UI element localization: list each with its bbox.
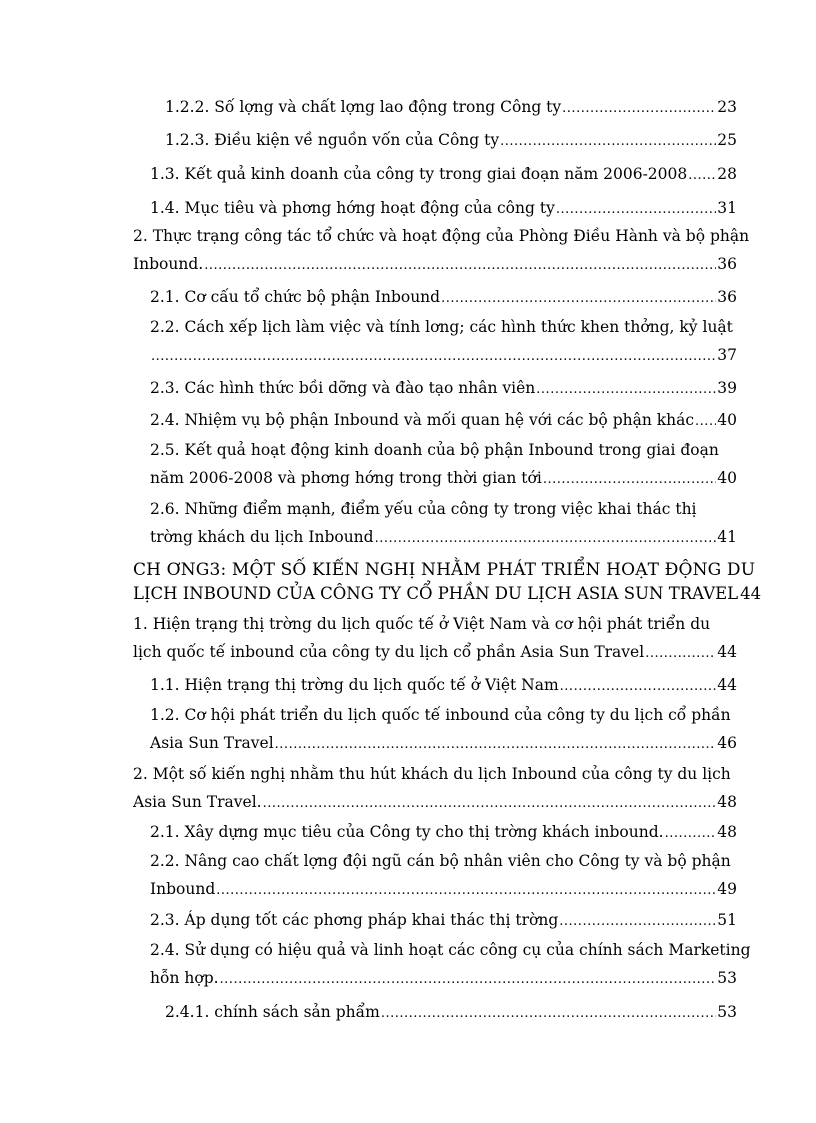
toc-entry-title: 2.4. Sử dụng có hiệu quả và linh hoạt các công cụ của chính sách Marketing xyxy=(150,941,751,959)
toc-leader xyxy=(204,256,716,276)
toc-entry-page: 53 xyxy=(717,969,737,987)
toc-entry xyxy=(165,130,737,152)
toc-entry-page: 46 xyxy=(717,734,737,752)
toc-leader xyxy=(559,912,716,932)
toc-entry-title: 2.2. Nâng cao chất lợng đội ngũ cán bộ nhân viên cho Công ty và bộ phận xyxy=(150,852,731,870)
toc-leader xyxy=(688,166,716,186)
toc-leader xyxy=(381,1004,716,1024)
toc-entry-title: 1.2.3. Điều kiện về nguồn vốn của Công ty xyxy=(165,131,500,149)
toc-leader xyxy=(695,412,716,432)
toc-entry-title-cont: Asia Sun Travel. xyxy=(133,793,262,811)
toc-entry-first-line xyxy=(150,440,737,460)
toc-entry xyxy=(150,675,737,697)
toc-entry-title: 1.2.2. Số lợng và chất lợng lao động trong Công ty xyxy=(165,98,562,116)
toc-entry-page: 28 xyxy=(717,165,737,183)
toc-leader xyxy=(216,881,716,901)
toc-entry-title: 2. Thực trạng công tác tổ chức và hoạt động của Phòng Điều Hành và bộ phận xyxy=(133,227,750,245)
chapter-heading-title-cont: LỊCH INBOUND CỦA CÔNG TY CỔ PHẦN DU LỊCH ASIA SUN TRAVEL xyxy=(133,584,739,603)
toc-entry-title: 1.2. Cơ hội phát triển du lịch quốc tế inbound của công ty du lịch cổ phần xyxy=(150,706,731,724)
toc-entry-page: 31 xyxy=(717,199,737,217)
toc-entry xyxy=(150,378,737,400)
toc-entry-title-cont: năm 2006-2008 và phơng hớng trong thời gian tới xyxy=(150,469,542,487)
toc-entry-page: 36 xyxy=(717,288,737,306)
toc-entry xyxy=(150,410,737,432)
toc-entry-page: 53 xyxy=(717,1003,737,1021)
toc-entry-page: 40 xyxy=(717,469,737,487)
toc-entry-page: 48 xyxy=(717,793,737,811)
toc-entry-page: 36 xyxy=(717,255,737,273)
toc-entry-page: 41 xyxy=(717,528,737,546)
toc-leader xyxy=(556,200,716,220)
toc-leader xyxy=(220,970,717,990)
toc-entry-first-line xyxy=(150,705,737,725)
toc-entry-title: 1.1. Hiện trạng thị trờng du lịch quốc tế ở Việt Nam xyxy=(150,676,559,694)
toc-entry-continuation xyxy=(150,879,737,901)
toc-entry-first-line xyxy=(150,940,751,960)
toc-entry xyxy=(165,97,737,119)
toc-entry-first-line xyxy=(150,851,737,871)
toc-leader xyxy=(375,529,717,549)
toc-entry-title-cont: Asia Sun Travel xyxy=(150,734,274,752)
toc-entry xyxy=(150,287,737,309)
toc-entry-continuation xyxy=(133,254,737,276)
toc-entry-continuation xyxy=(133,792,737,814)
toc-entry-continuation xyxy=(150,527,737,549)
toc-leader xyxy=(441,289,716,309)
toc-entry-title: 2.3. Áp dụng tốt các phơng pháp khai thác thị trờng xyxy=(150,911,559,929)
toc-entry-page: 40 xyxy=(717,411,737,429)
toc-entry-page: 37 xyxy=(717,346,737,364)
toc-entry-continuation xyxy=(150,468,737,490)
toc-leader xyxy=(665,824,717,844)
toc-entry-first-line xyxy=(150,317,737,337)
toc-leader xyxy=(263,794,717,814)
toc-entry-page: 44 xyxy=(740,584,762,603)
toc-entry-page: 25 xyxy=(717,131,737,149)
toc-entry-title-cont: lịch quốc tế inbound của công ty du lịch cổ phần Asia Sun Travel xyxy=(133,643,645,661)
toc-leader xyxy=(151,347,716,367)
toc-entry xyxy=(150,198,737,220)
chapter-heading xyxy=(133,559,756,581)
toc-entry-title: 1.4. Mục tiêu và phơng hớng hoạt động của công ty xyxy=(150,199,555,217)
toc-entry-first-line xyxy=(133,226,750,246)
toc-entry xyxy=(150,822,737,844)
toc-entry-title: 1.3. Kết quả kinh doanh của công ty trong giai đoạn năm 2006-2008 xyxy=(150,165,688,183)
toc-entry-title: 2.3. Các hình thức bồi dỡng và đào tạo nhân viên xyxy=(150,379,536,397)
toc-entry-first-line xyxy=(150,499,737,519)
toc-entry-title: 2. Một số kiến nghị nhằm thu hút khách du lịch Inbound của công ty du lịch xyxy=(133,765,731,783)
toc-entry-page: 23 xyxy=(717,98,737,116)
toc-leader xyxy=(543,470,716,490)
toc-leader xyxy=(500,132,716,152)
toc-entry-title: 2.1. Xây dựng mục tiêu của Công ty cho thị trờng khách inbound. xyxy=(150,823,664,841)
toc-entry-first-line xyxy=(133,614,737,634)
chapter-heading-title: CH ƠNG3: MỘT SỐ KIẾN NGHỊ NHẰM PHÁT TRIỂN HOẠT ĐỘNG DU xyxy=(133,560,756,580)
toc-entry-continuation xyxy=(150,733,737,755)
toc-entry-page: 49 xyxy=(717,880,737,898)
chapter-heading-continuation xyxy=(133,584,762,606)
toc-entry-page: 44 xyxy=(717,676,737,694)
toc-entry-title-cont: Inbound. xyxy=(133,255,204,273)
toc-leader xyxy=(560,677,717,697)
toc-entry-continuation xyxy=(133,642,737,664)
toc-entry-page: 44 xyxy=(717,643,737,661)
toc-entry-title: 2.4. Nhiệm vụ bộ phận Inbound và mối quan hệ với các bộ phận khác xyxy=(150,411,695,429)
toc-entry-title: 2.2. Cách xếp lịch làm việc và tính lơng; các hình thức khen thởng, kỷ luật xyxy=(150,318,733,336)
toc-entry-title: 2.6. Những điểm mạnh, điểm yếu của công ty trong việc khai thác thị xyxy=(150,500,697,518)
toc-entry xyxy=(150,164,737,186)
toc-entry-title-cont: hỗn hợp. xyxy=(150,969,219,987)
toc-entry-title: 2.4.1. chính sách sản phẩm xyxy=(165,1003,380,1021)
toc-entry-title: 2.1. Cơ cấu tổ chức bộ phận Inbound xyxy=(150,288,441,306)
toc-entry-first-line xyxy=(133,764,737,784)
toc-entry xyxy=(165,1002,737,1024)
toc-entry-title: 2.5. Kết quả hoạt động kinh doanh của bộ phận Inbound trong giai đoạn xyxy=(150,441,719,459)
toc-entry-title-cont: trờng khách du lịch Inbound xyxy=(150,528,374,546)
toc-leader xyxy=(275,735,717,755)
toc-entry-page: 51 xyxy=(717,911,737,929)
toc-leader xyxy=(562,99,716,119)
toc-leader xyxy=(645,644,716,664)
toc-entry-title-cont: Inbound xyxy=(150,880,216,898)
toc-entry-page: 48 xyxy=(717,823,737,841)
toc-entry-continuation xyxy=(150,968,737,990)
toc-entry-continuation xyxy=(150,345,737,367)
toc-entry xyxy=(150,910,737,932)
toc-leader xyxy=(536,380,716,400)
toc-entry-title: 1. Hiện trạng thị trờng du lịch quốc tế ở Việt Nam và cơ hội phát triển du xyxy=(133,615,711,633)
toc-entry-page: 39 xyxy=(717,379,737,397)
